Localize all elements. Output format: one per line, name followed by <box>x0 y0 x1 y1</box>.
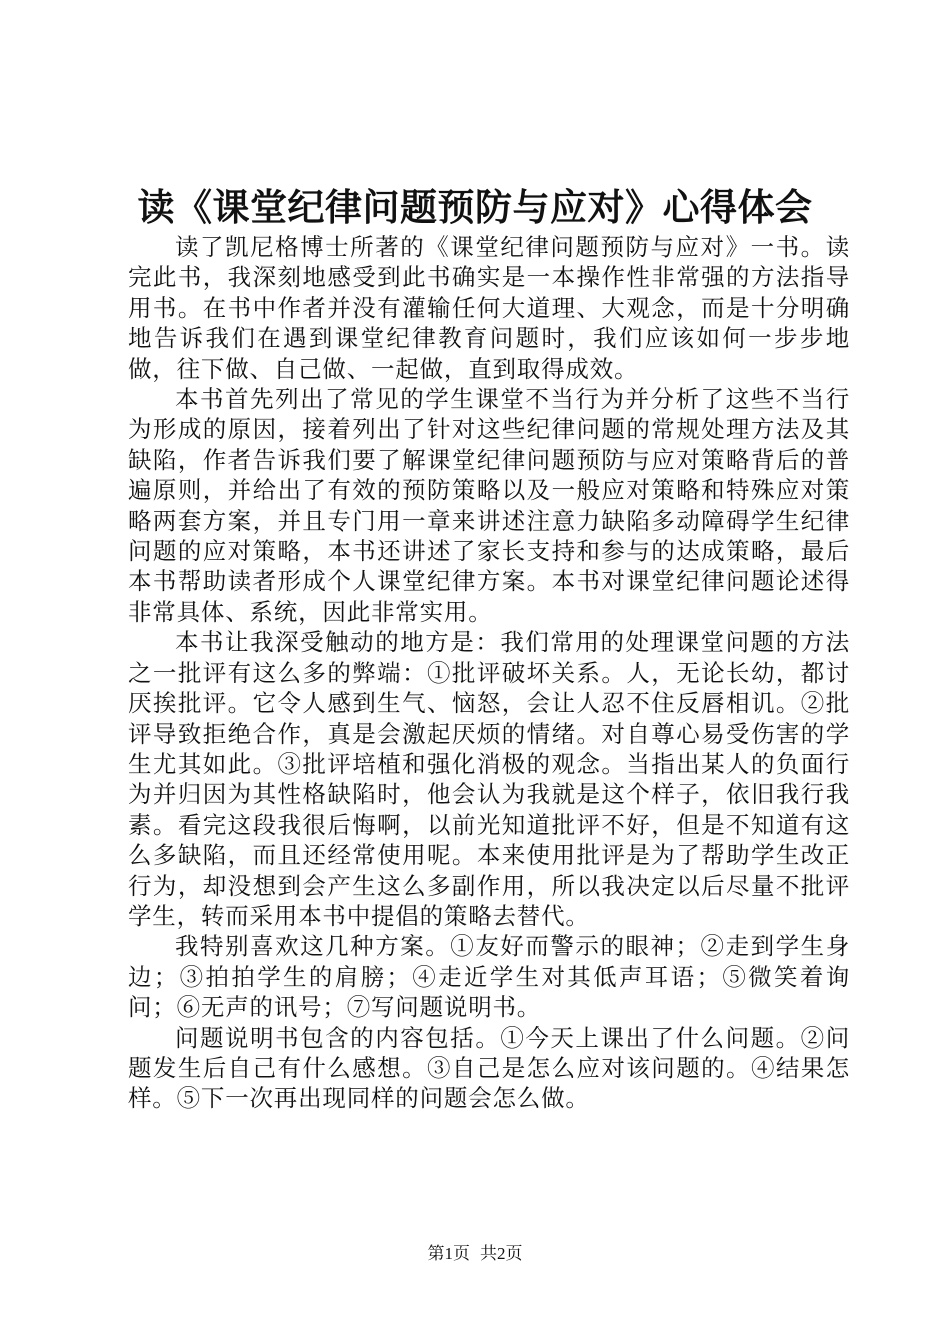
document-body <box>128 232 850 1114</box>
paragraph: 本书首先列出了常见的学生课堂不当行为并分析了这些不当行为形成的原因，接着列出了针对这些纪律问题的常规处理方法及其缺陷，作者告诉我们要了解课堂纪律问题预防与应对策略背后的普遍原则，并给出了有效的预防策略以及一般应对策略和特殊应对策略两套方案，并且专门用一章来讲述注意力缺陷多动障碍学生纪律问题的应对策略，本书还讲述了家长支持和参与的达成策略，最后本书帮助读者形成个人课堂纪律方案。本书对课堂纪律问题论述得非常具体、系统，因此非常实用。 <box>128 385 850 626</box>
paragraph: 本书让我深受触动的地方是：我们常用的处理课堂问题的方法之一批评有这么多的弊端：①批评破坏关系。人，无论长幼，都讨厌挨批评。它令人感到生气、恼怒，会让人忍不住反唇相讥。②批评导致拒绝合作，真是会激起厌烦的情绪。对自尊心易受伤害的学生尤其如此。③批评培植和强化消极的观念。当指出某人的负面行为并归因为其性格缺陷时，他会认为我就是这个样子，依旧我行我素。看完这段我很后悔啊，以前光知道批评不好，但是不知道有这么多缺陷，而且还经常使用呢。本来使用批评是为了帮助学生改正行为，却没想到会产生这么多副作用，所以我决定以后尽量不批评学生，转而采用本书中提倡的策略去替代。 <box>128 628 850 930</box>
paragraph: 我特别喜欢这几种方案。①友好而警示的眼神；②走到学生身边；③拍拍学生的肩膀；④走近学生对其低声耳语；⑤微笑着询问；⑥无声的讯号；⑦写问题说明书。 <box>128 932 850 1022</box>
page-footer <box>0 1243 950 1265</box>
page-number: 第1页 <box>427 1244 470 1263</box>
paragraph: 读了凯尼格博士所著的《课堂纪律问题预防与应对》一书。读完此书，我深刻地感受到此书确实是一本操作性非常强的方法指导用书。在书中作者并没有灌输任何大道理、大观念，而是十分明确地告诉我们在遇到课堂纪律教育问题时，我们应该如何一步步地做，往下做、自己做、一起做，直到取得成效。 <box>128 233 850 383</box>
paragraph: 问题说明书包含的内容包括。①今天上课出了什么问题。②问题发生后自己有什么感想。③自己是怎么应对该问题的。④结果怎样。⑤下一次再出现同样的问题会怎么做。 <box>128 1023 850 1113</box>
total-pages: 共2页 <box>480 1244 523 1263</box>
document-title: 读《课堂纪律问题预防与应对》心得体会 <box>137 186 813 229</box>
